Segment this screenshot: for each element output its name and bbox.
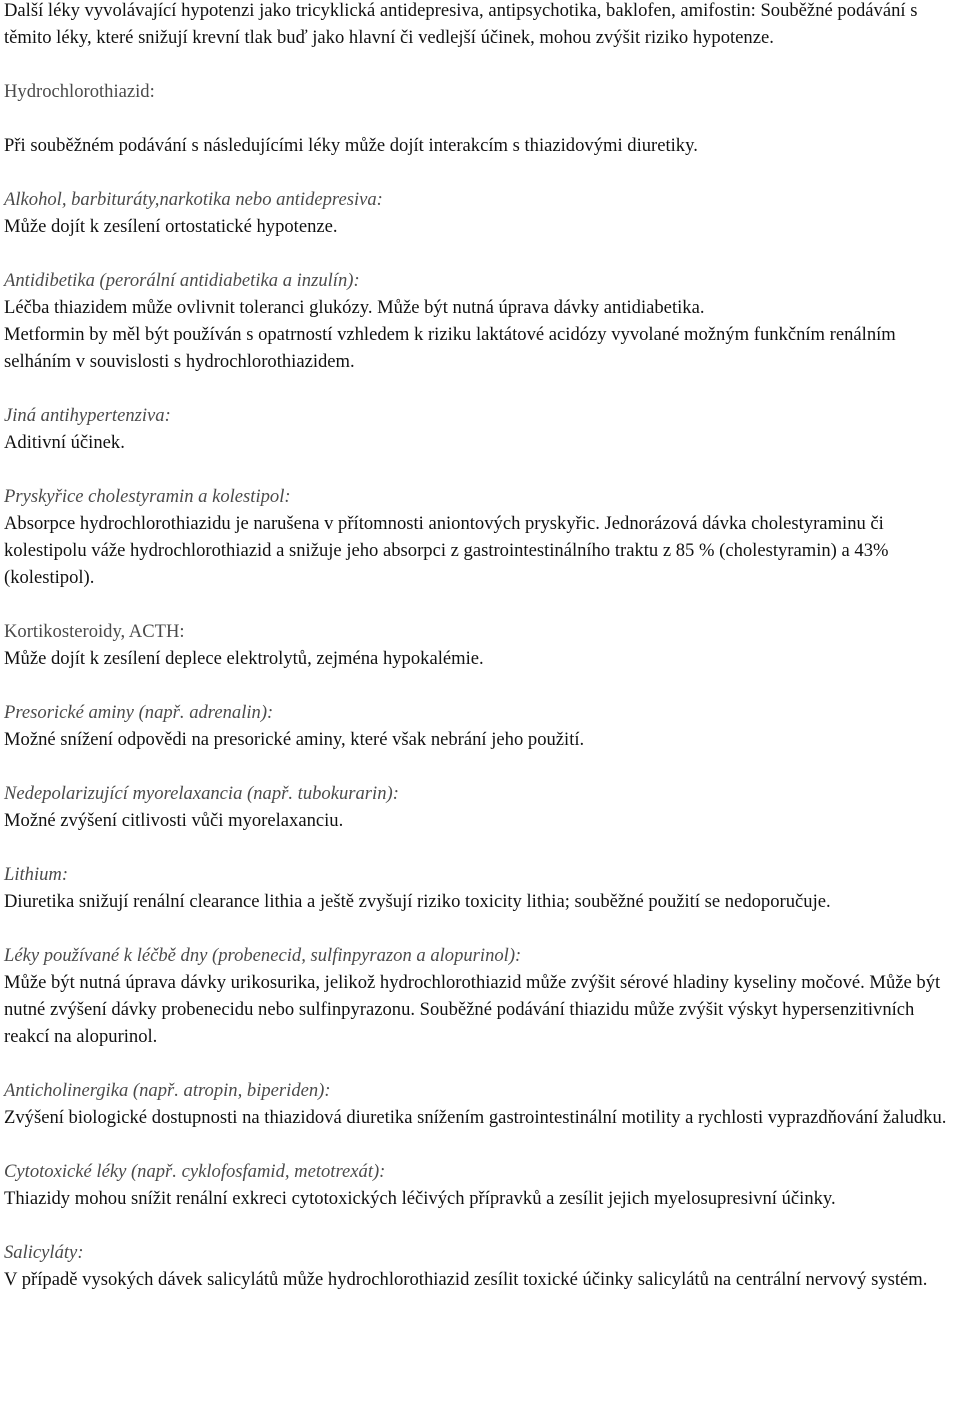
section-heading: Jiná antihypertenziva: (4, 405, 171, 426)
section-heading: Nedepolarizující myorelaxancia (např. tubokurarin): (4, 783, 399, 804)
section-resins (4, 483, 960, 591)
paragraph-text: Může být nutná úprava dávky urikosurika, jelikož hydrochlorothiazid může zvýšit sérové hladiny kyseliny močové. Může být nutné zvýšení dávky probenecidu nebo sulfinpyrazonu. Souběžné podávání thiazidu může zvýšit výskyt hypersenzitivních reakcí na alopurinol. (4, 972, 941, 1047)
section-hydrochlorothiazide (4, 78, 960, 105)
paragraph-text: Metformin by měl být používán s opatrností vzhledem k riziku laktátové acidózy vyvolané možným funkčním renálním selháním v souvislosti s hydrochlorothiazidem. (4, 324, 896, 372)
section-lithium (4, 861, 960, 915)
paragraph-text: Může dojít k zesílení ortostatické hypotenze. (4, 216, 338, 237)
section-gout-drugs (4, 942, 960, 1050)
paragraph-text: V případě vysokých dávek salicylátů může hydrochlorothiazid zesílit toxické účinky salicylátů na centrální nervový systém. (4, 1269, 928, 1290)
section-heading: Anticholinergika (např. atropin, biperiden): (4, 1080, 331, 1101)
section-alcohol (4, 186, 960, 240)
section-heading: Cytotoxické léky (např. cyklofosfamid, metotrexát): (4, 1161, 386, 1182)
paragraph-text: Může dojít k zesílení deplece elektrolytů, zejména hypokalémie. (4, 648, 484, 669)
paragraph-text: Diuretika snižují renální clearance lithia a ještě zvyšují riziko toxicity lithia; souběžné použití se nedoporučuje. (4, 891, 831, 912)
section-heading: Presorické aminy (např. adrenalin): (4, 702, 274, 723)
section-heading: Kortikosteroidy, ACTH: (4, 621, 185, 642)
paragraph-text: Léčba thiazidem může ovlivnit toleranci glukózy. Může být nutná úprava dávky antidiabetika. (4, 297, 705, 318)
section-heading: Salicyláty: (4, 1242, 84, 1263)
section-heading: Pryskyřice cholestyramin a kolestipol: (4, 486, 291, 507)
section-antihypertensives (4, 402, 960, 456)
paragraph-text: Aditivní účinek. (4, 432, 125, 453)
section-heading: Hydrochlorothiazid: (4, 81, 155, 102)
paragraph-text: Další léky vyvolávající hypotenzi jako tricyklická antidepresiva, antipsychotika, baklofen, amifostin: Souběžné podávání s těmito léky, které snižují krevní tlak buď jako hlavní či vedlejší účinek, mohou zvýšit riziko hypotenze. (4, 0, 918, 48)
section-salicylates (4, 1239, 960, 1293)
section-heading: Alkohol, barbituráty,narkotika nebo antidepresiva: (4, 189, 383, 210)
paragraph-text: Možné snížení odpovědi na presorické aminy, které však nebrání jeho použití. (4, 729, 585, 750)
section-anticholinergics (4, 1077, 960, 1131)
section-cytotoxic (4, 1158, 960, 1212)
section-corticosteroids (4, 618, 960, 672)
paragraph-block-hypotension (4, 0, 960, 51)
section-pressor-amines (4, 699, 960, 753)
paragraph-text: Zvýšení biologické dostupnosti na thiazidová diuretika snížením gastrointestinální motility a rychlosti vyprazdňování žaludku. (4, 1107, 947, 1128)
paragraph-text: Při souběžném podávání s následujícími léky může dojít interakcím s thiazidovými diuretiky. (4, 135, 698, 156)
section-muscle-relaxants (4, 780, 960, 834)
section-antidiabetics (4, 267, 960, 375)
paragraph-block-intro (4, 132, 960, 159)
section-heading: Léky používané k léčbě dny (probenecid, sulfinpyrazon a alopurinol): (4, 945, 522, 966)
paragraph-text: Možné zvýšení citlivosti vůči myorelaxanciu. (4, 810, 344, 831)
section-heading: Antidibetika (perorální antidiabetika a inzulín): (4, 270, 360, 291)
section-heading: Lithium: (4, 864, 69, 885)
paragraph-text: Absorpce hydrochlorothiazidu je narušena v přítomnosti aniontových pryskyřic. Jednorázová dávka cholestyraminu či kolestipolu váže hydrochlorothiazid a snižuje jeho absorpci z gastrointestinálního traktu z 85 % (cholestyramin) a 43% (kolestipol). (4, 513, 889, 588)
paragraph-text: Thiazidy mohou snížit renální exkreci cytotoxických léčivých přípravků a zesílit jejich myelosupresivní účinky. (4, 1188, 836, 1209)
